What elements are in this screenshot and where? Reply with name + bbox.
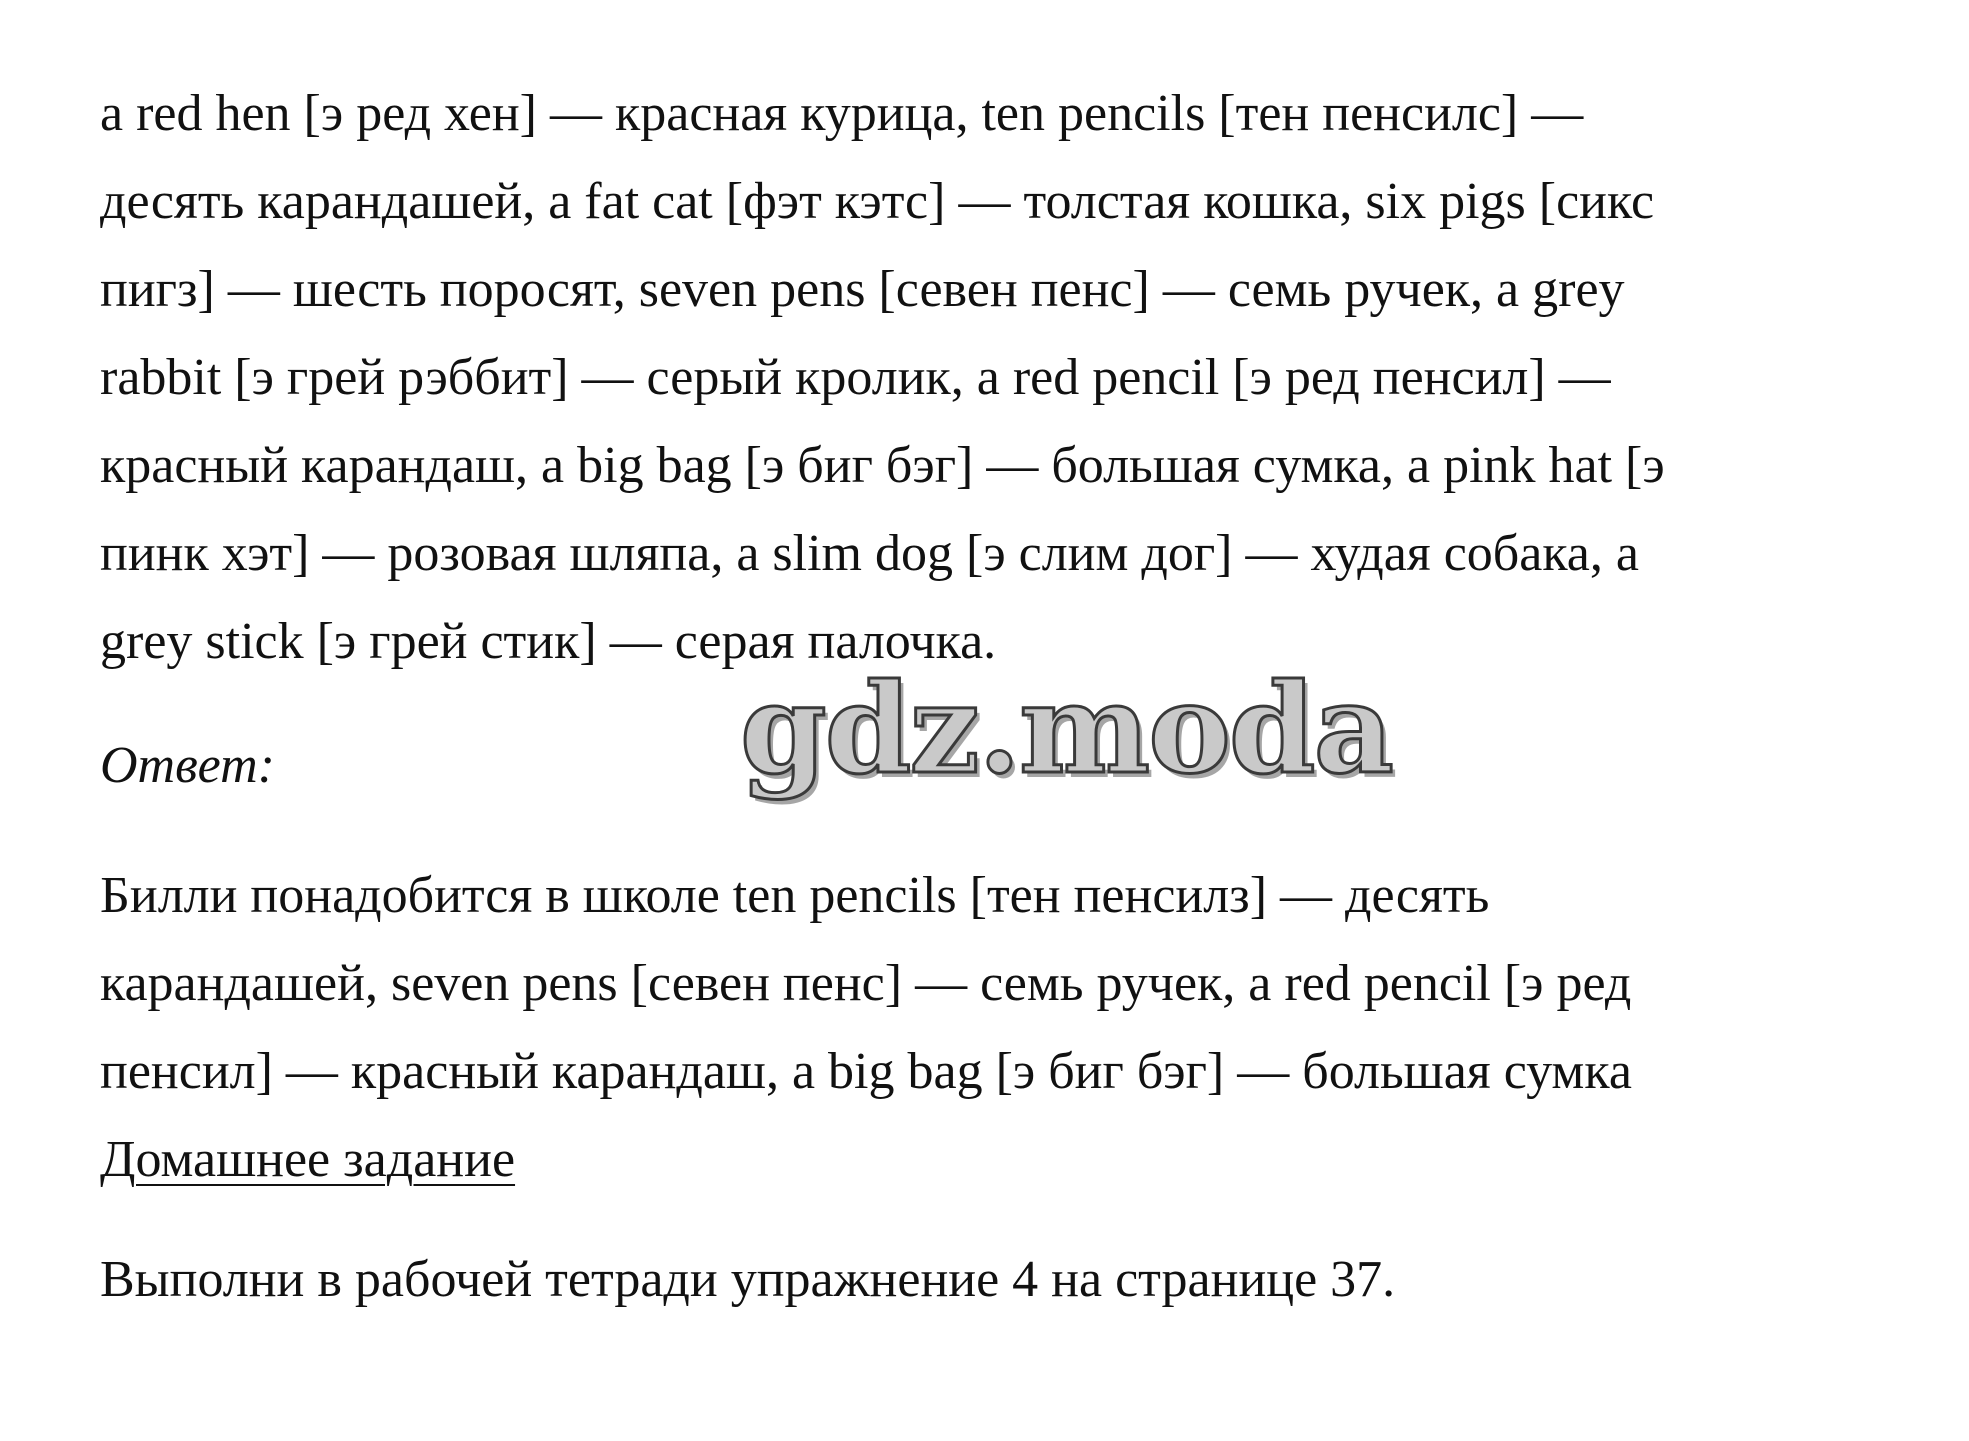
watermark-logo: gdz.moda xyxy=(740,657,1392,802)
vocab-line: пинк хэт] — розовая шляпа, a slim dog [э слим дог] — худая собака, a xyxy=(100,525,1639,582)
vocab-line: grey stick [э грей стик] — серая палочка. xyxy=(100,613,997,670)
answer-paragraph xyxy=(100,852,1900,1116)
answer-label: Ответ: xyxy=(100,737,275,794)
answer-line: Билли понадобится в школе ten pencils [тен пенсилз] — десять xyxy=(100,867,1490,924)
vocab-line: rabbit [э грей рэббит] — серый кролик, a red pencil [э ред пенсил] — xyxy=(100,349,1611,406)
homework-paragraph xyxy=(100,1236,1900,1324)
homework-link[interactable]: Домашнее задание xyxy=(100,1131,516,1188)
homework-text: Выполни в рабочей тетради упражнение 4 на странице 37. xyxy=(100,1251,1396,1308)
answer-line: карандашей, seven pens [севен пенс] — семь ручек, a red pencil [э ред xyxy=(100,955,1632,1012)
vocab-line: пигз] — шесть поросят, seven pens [севен пенс] — семь ручек, a grey xyxy=(100,261,1625,318)
vocab-paragraph xyxy=(100,70,1900,686)
vocab-line: десять карандашей, a fat cat [фэт кэтс] — толстая кошка, six pigs [сикс xyxy=(100,173,1655,230)
vocab-line: красный карандаш, a big bag [э биг бэг] — большая сумка, a pink hat [э xyxy=(100,437,1665,494)
answer-line: пенсил] — красный карандаш, a big bag [э биг бэг] — большая сумка xyxy=(100,1043,1632,1100)
vocab-line: a red hen [э ред хен] — красная курица, ten pencils [тен пенсилс] — xyxy=(100,85,1584,142)
